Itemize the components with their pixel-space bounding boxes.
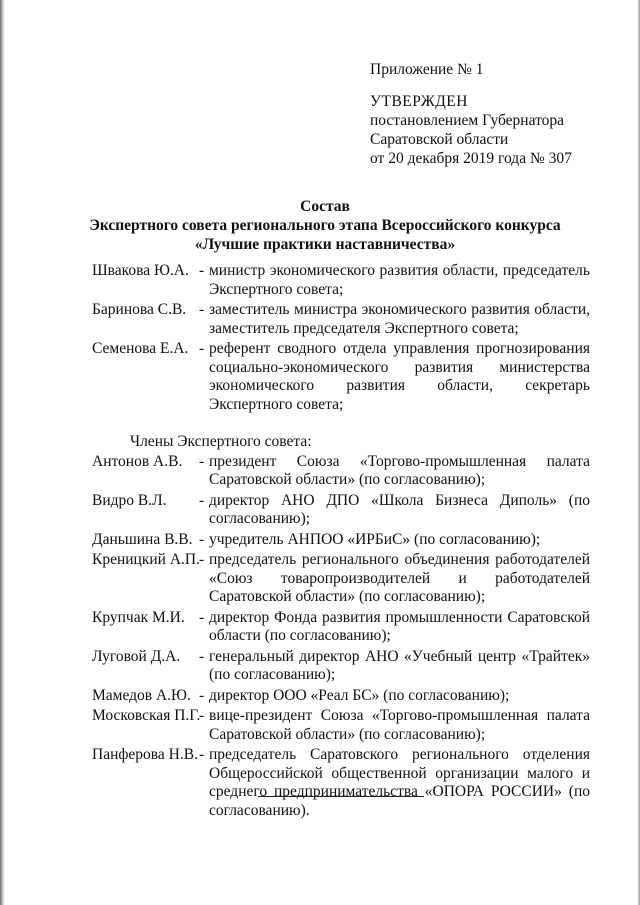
person-name: Семенова Е.А.: [92, 340, 189, 357]
scan-edge-left: [0, 0, 5, 905]
list-item: [92, 687, 590, 706]
person-name: Швакова Ю.А.: [92, 262, 189, 279]
list-item: [92, 746, 590, 820]
person-name: Антонов А.В.: [92, 452, 183, 470]
person-role: председатель Саратовского регионального отделения Общероссийской общественной организации малого и среднего предпринимательства «ОПОРА РОССИИ» (по согласованию).: [209, 746, 590, 819]
members-list: [92, 433, 590, 822]
title-line-2: Экспертного совета регионального этапа Всероссийского конкурса: [89, 217, 561, 234]
members-heading: Члены Экспертного совета:: [130, 433, 312, 450]
person-role: учредитель АНПОО «ИРБиС» (по согласованию);: [209, 530, 541, 548]
list-item: [92, 262, 590, 299]
person-role: министр экономического развития области, председатель Экспертного совета;: [209, 262, 590, 298]
list-item: [92, 340, 590, 414]
dash-separator: -: [199, 746, 205, 763]
person-role: президент Союза «Торгово-промышленная палата Саратовской области» (по согласованию);: [209, 452, 590, 488]
list-item: [92, 301, 590, 338]
person-role: председатель регионального объединения работодателей «Союз товаропроизводителей и работодателей Саратовской области» (по согласованию);: [209, 551, 590, 605]
person-name: Мамедов А.Ю.: [92, 686, 191, 704]
approval-line-1: постановлением Губернатора: [370, 112, 565, 129]
list-item: [92, 531, 590, 550]
person-role: референт сводного отдела управления прогнозирования социально-экономического развития министерства экономического развития области, секретарь Экспертного совета;: [209, 340, 590, 413]
person-role: директор Фонда развития промышленности Саратовской области (по согласованию);: [209, 608, 590, 644]
person-name: Крупчак М.И.: [92, 608, 185, 626]
dash-separator: -: [199, 340, 205, 357]
person-name: Видро В.Л.: [92, 491, 167, 509]
list-item: [92, 648, 590, 685]
dash-separator: -: [199, 452, 205, 470]
document-title: [60, 197, 590, 254]
person-name: Московская П.Г.: [92, 707, 201, 724]
person-name: Баринова С.В.: [92, 301, 187, 318]
list-item: [92, 551, 590, 607]
person-name: Креницкий А.П.: [92, 551, 200, 568]
person-name: Панферова Н.В.: [92, 746, 198, 763]
person-role: генеральный директор АНО «Учебный центр «Трайтек» (по согласованию);: [209, 647, 590, 683]
dash-separator: -: [199, 686, 205, 704]
dash-separator: -: [199, 301, 205, 318]
person-role: заместитель министра экономического развития области, заместитель председателя Экспертного совета;: [209, 301, 590, 337]
dash-separator: -: [199, 647, 205, 665]
title-line-3: «Лучшие практики наставничества»: [194, 236, 456, 253]
dash-separator: -: [199, 608, 205, 626]
list-item: [92, 492, 590, 529]
person-role: директор АНО ДПО «Школа Бизнеса Диполь» (по согласованию);: [209, 491, 590, 527]
approved-label: УТВЕРЖДЕН: [370, 93, 468, 110]
person-role: директор ООО «Реал БС» (по согласованию);: [209, 686, 510, 704]
approval-line-2: Саратовской области: [370, 131, 509, 148]
closing-divider-line: [258, 796, 424, 797]
person-role: вице-президент Союза «Торгово-промышленная палата Саратовской области» (по согласованию);: [209, 707, 590, 743]
list-item: [92, 707, 590, 744]
person-name: Луговой Д.А.: [92, 647, 181, 665]
dash-separator: -: [199, 491, 205, 509]
dash-separator: -: [199, 707, 205, 724]
title-line-1: Состав: [300, 198, 350, 215]
approval-line-3: от 20 декабря 2019 года № 307: [370, 150, 572, 167]
list-item: [92, 609, 590, 646]
person-name: Даньшина В.В.: [92, 530, 193, 548]
list-item: [92, 453, 590, 490]
dash-separator: -: [199, 530, 205, 548]
dash-separator: -: [199, 551, 205, 568]
annex-number: Приложение № 1: [370, 61, 484, 78]
leadership-list: [92, 262, 590, 416]
approval-block: [370, 60, 620, 168]
dash-separator: -: [199, 262, 205, 279]
